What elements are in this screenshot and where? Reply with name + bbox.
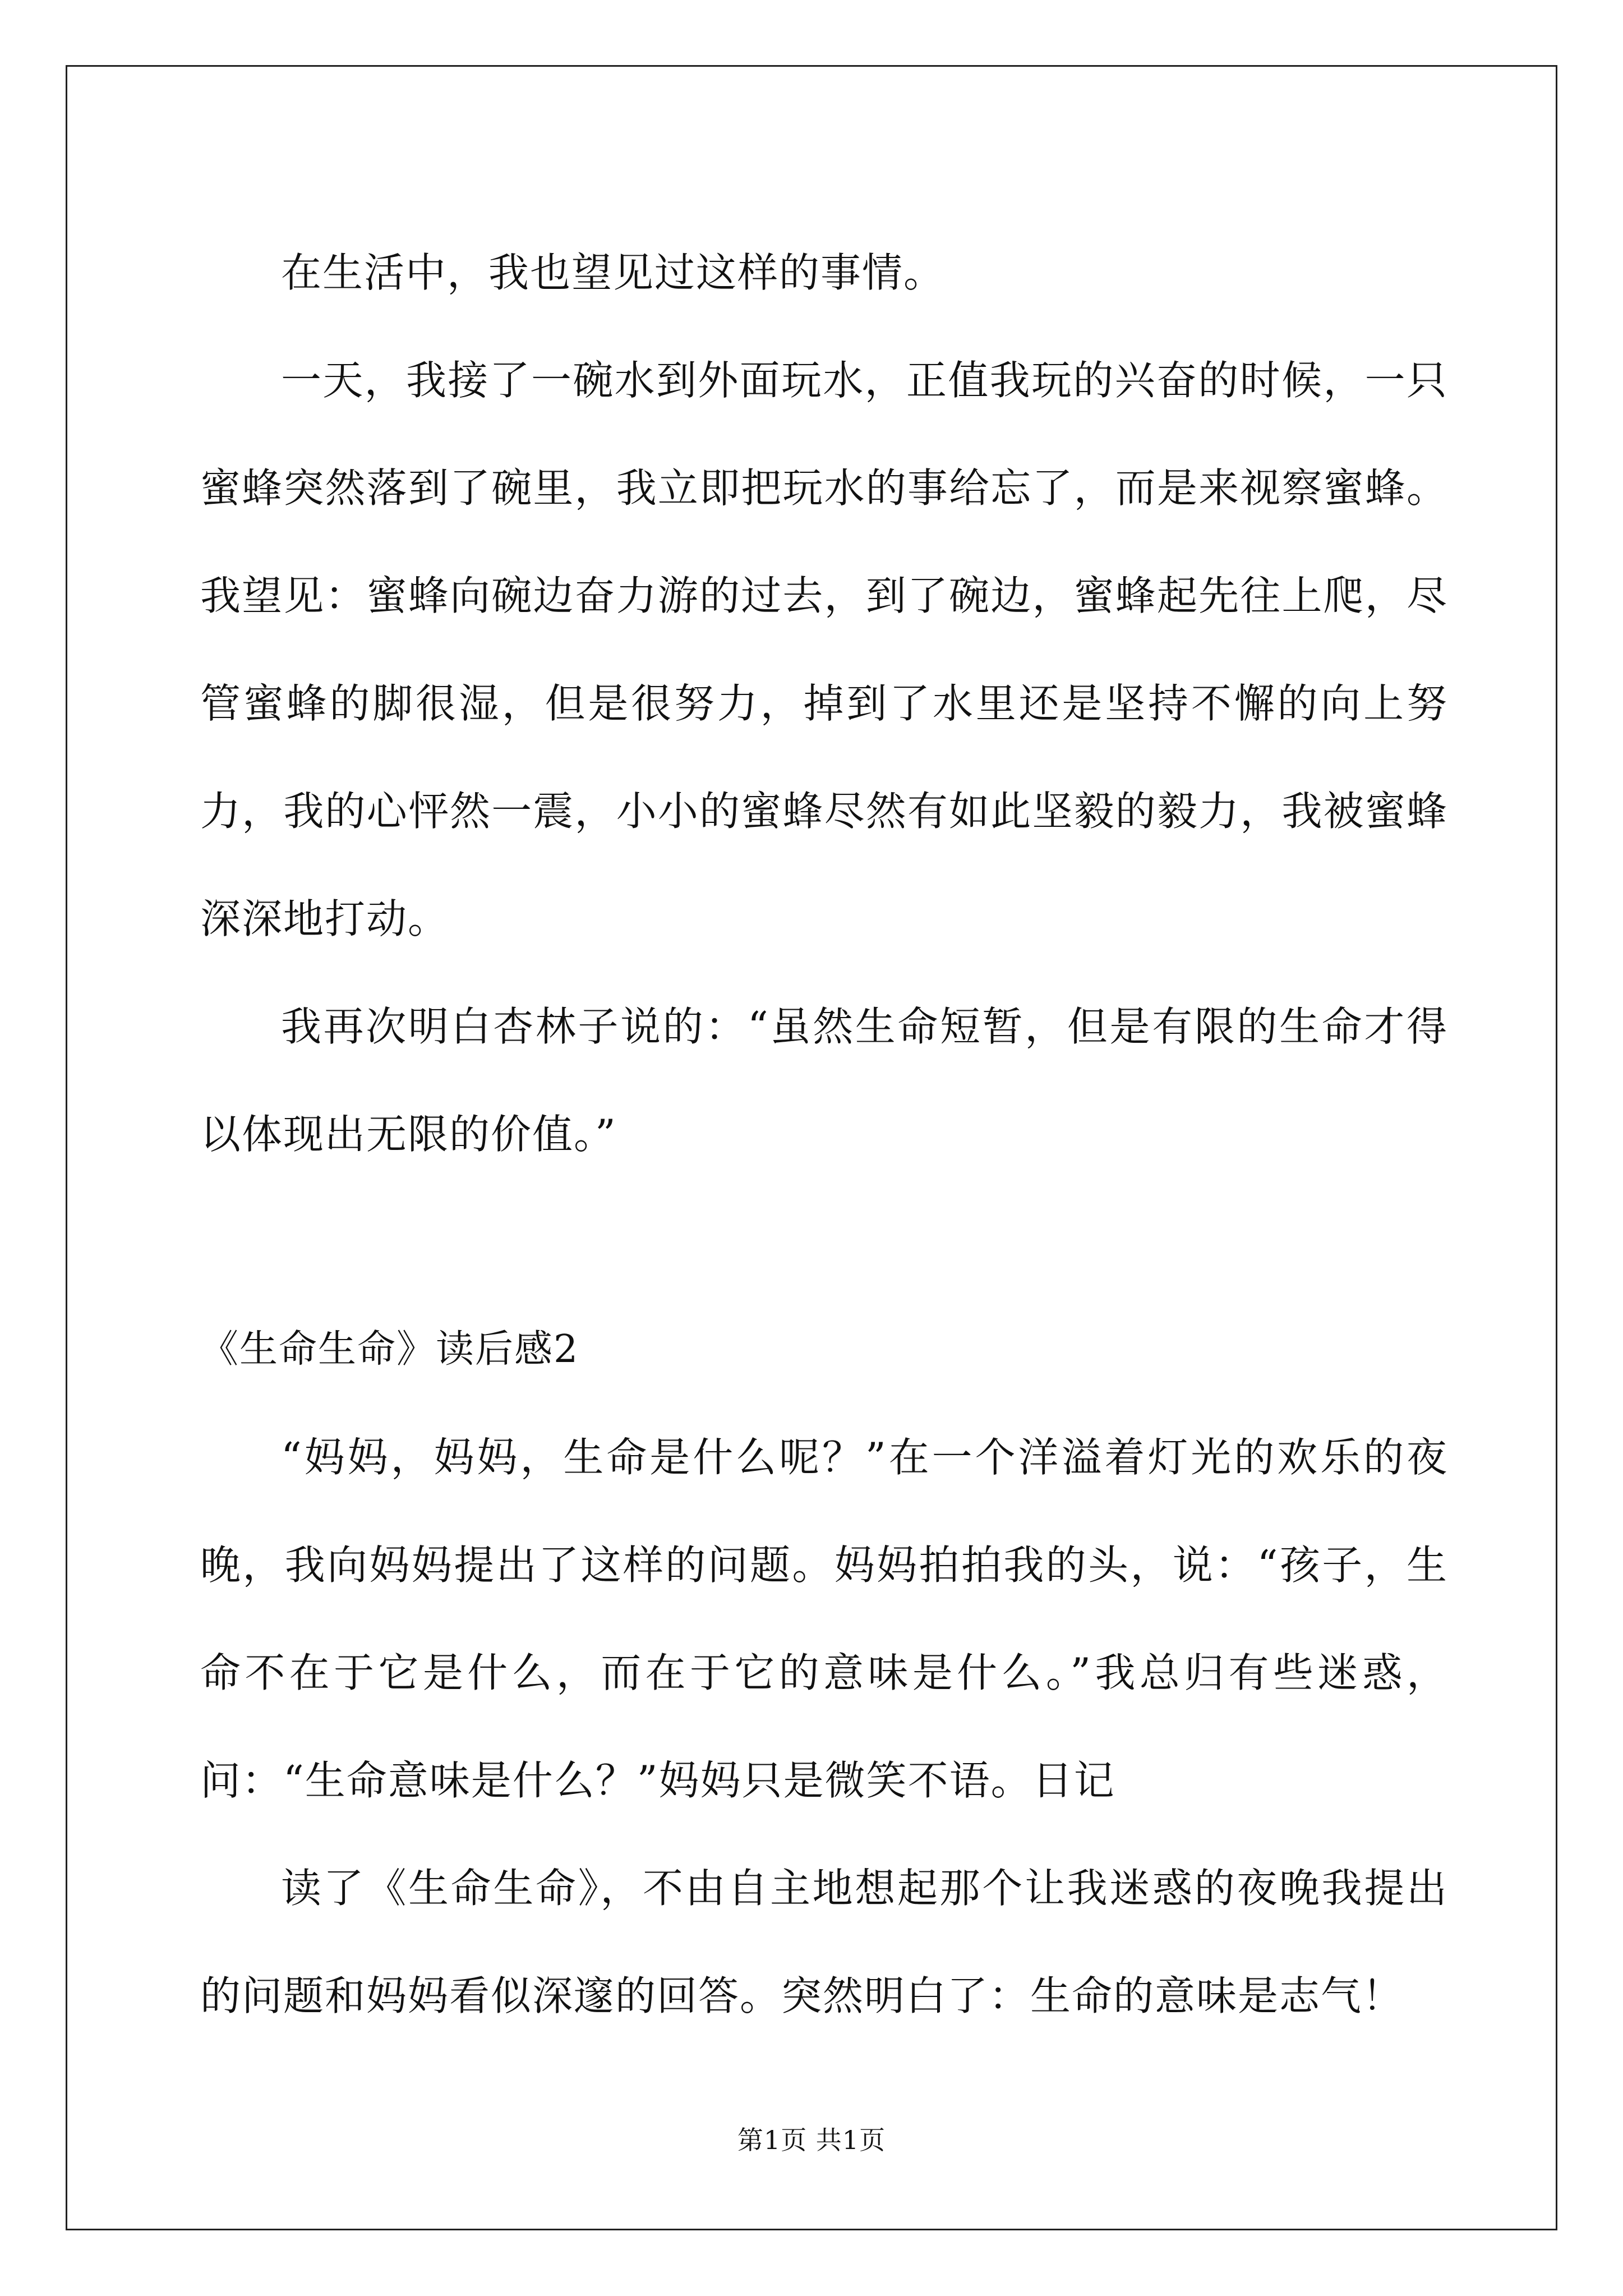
paragraph: 在生活中，我也望见过这样的事情。 [281, 249, 946, 296]
spacer [200, 1188, 1448, 1296]
page-footer: 第1页 共1页 [737, 2125, 886, 2155]
paragraph: “妈妈，妈妈，生命是什么呢？”在一个洋溢着灯光的欢乐的夜晚，我向妈妈提出了这样的问题。妈妈拍拍我的头，说：“孩子，生命不在于它是什么，而在于它的意味是什么。”我总归有些迷惑，问：“生命意味是什么？”妈妈只是微笑不语。日记 [200, 1434, 1448, 1804]
paragraph: 我再次明白杏林子说的：“虽然生命短暂，但是有限的生命才得以体现出无限的价值。” [200, 1003, 1448, 1158]
paragraph: 读了《生命生命》，不由自主地想起那个让我迷惑的夜晚我提出的问题和妈妈看似深邃的回答。突然明白了：生命的意味是志气！ [200, 1865, 1448, 2019]
section-heading: 《生命生命》读后感2 [200, 1327, 579, 1372]
document-body [200, 219, 1448, 2050]
paragraph: 一天，我接了一碗水到外面玩水，正值我玩的兴奋的时候，一只蜜蜂突然落到了碗里，我立即把玩水的事给忘了，而是来视察蜜蜂。我望见：蜜蜂向碗边奋力游的过去，到了碗边，蜜蜂起先往上爬，尽管蜜蜂的脚很湿，但是很努力，掉到了水里还是坚持不懈的向上努力，我的心怦然一震，小小的蜜蜂尽然有如此坚毅的毅力，我被蜜蜂深深地打动。 [200, 357, 1448, 942]
